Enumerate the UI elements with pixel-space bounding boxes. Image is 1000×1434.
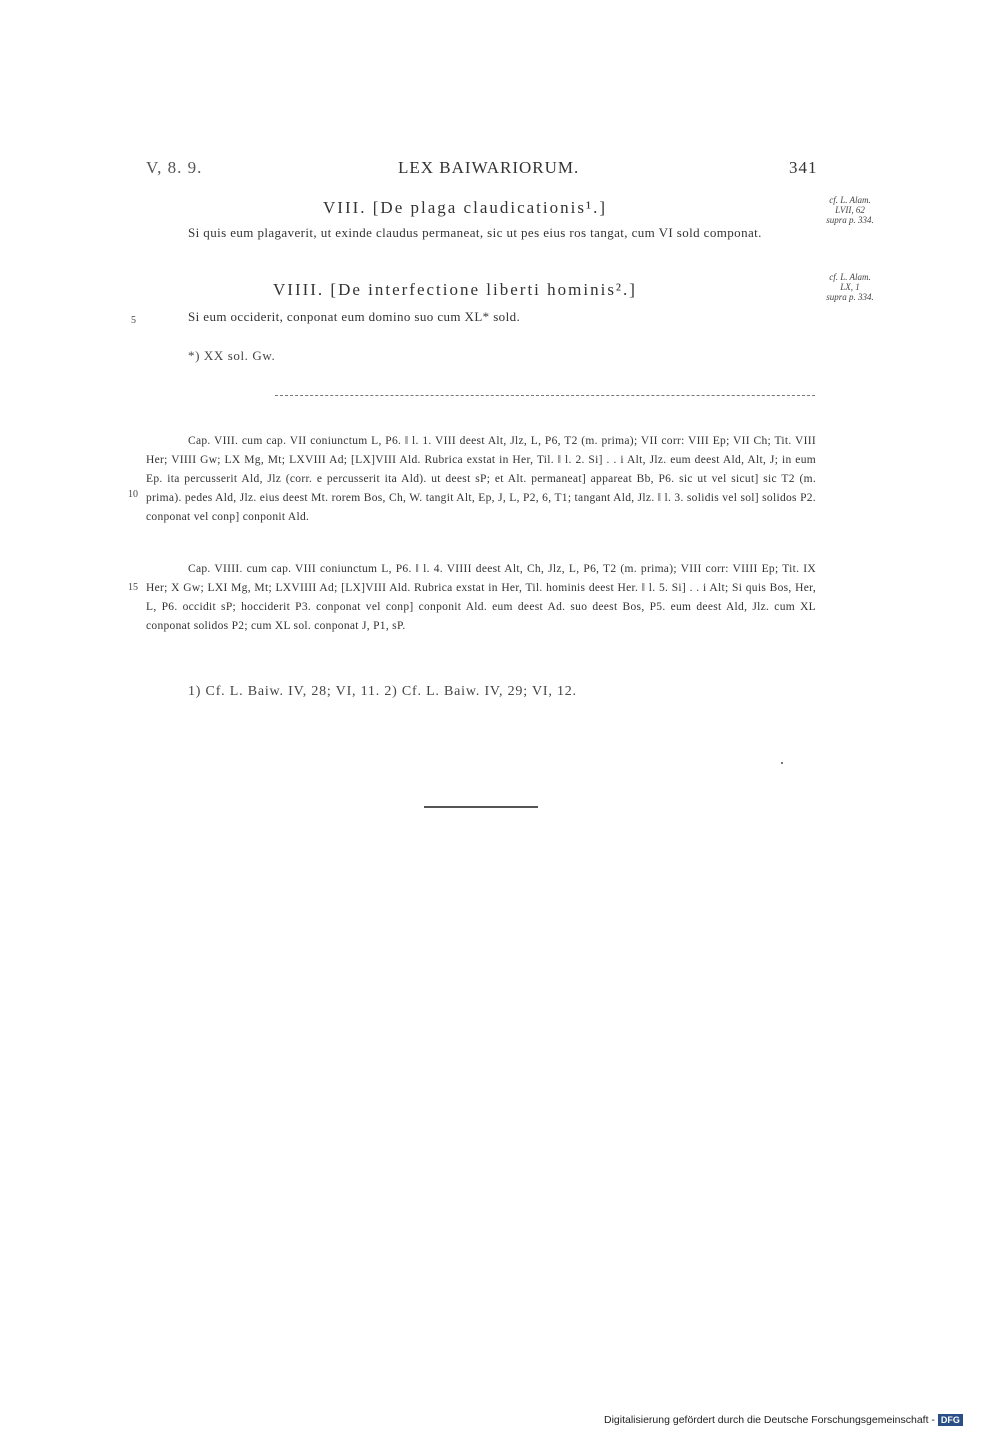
running-head-section: V, 8. 9. [146, 158, 203, 177]
footer-text: Digitalisierung gefördert durch die Deutsche Forschungsgemeinschaft - [604, 1414, 935, 1426]
end-rule [424, 806, 538, 808]
margin-ref-line: supra p. 334. [826, 215, 874, 225]
dashed-separator [275, 395, 815, 396]
margin-ref-line: LVII, 62 [835, 205, 865, 215]
stray-mark [781, 762, 783, 764]
line-number-10: 10 [128, 489, 138, 500]
apparatus-note-viiii: Cap. VIIII. cum cap. VIII coniunctum L, P6. ‖ l. 4. VIIII deest Alt, Ch, Jlz, L, P6, T2 (m. prima); VIII corr: VIIII Ep; Tit. IX Her; X Gw; LXI Mg, Mt; LXVIIII Ad; [LX]VIII Ald. Rubrica exstat in Her, Til. hominis deest Her. ‖ l. 5. Si] . . i Alt; Si quis Bos, Her, L, P6. occidit sP; hocciderit P3. conponat vel conp] conponit Ald. eum deest Ad. suo deest Bos, P5. eum deest Ald, Jlz. cum XL conponat solidos P2; cum XL sol. conponat J, P1, sP. [146, 563, 816, 632]
margin-reference-viii [810, 195, 890, 225]
page-number: 341 [789, 158, 818, 177]
margin-ref-line: LX, 1 [840, 282, 860, 292]
margin-ref-line: cf. L. Alam. [829, 272, 871, 282]
line-number-15: 15 [128, 582, 138, 593]
running-head-title: LEX BAIWARIORUM. [398, 158, 580, 177]
digitization-footer [604, 1414, 963, 1426]
margin-reference-viiii [810, 272, 890, 302]
section-heading-viii: VIII. [De plaga claudicationis¹.] [323, 198, 607, 217]
section-heading-viiii: VIIII. [De interfectione liberti hominis².] [273, 280, 637, 299]
section-text-viiii: Si eum occiderit, conponat eum domino suo cum XL* sold. [188, 309, 521, 324]
apparatus-note-viii: Cap. VIII. cum cap. VII coniunctum L, P6. ‖ l. 1. VIII deest Alt, Jlz, L, P6, T2 (m. prima); VII corr: VIII Ep; VII Ch; Tit. VIII Her; VIIII Gw; LX Mg, Mt; LXVIII Ad; [LX]VIII Ald. Rubrica exstat in Her, Til. ‖ l. 2. Si] . . i Alt, Jlz. eum deest Ald, Alt, J; in eum Ep. ita percusserit Ald, Jlz (corr. e percusserit ita Ald). ut deest sP; et Alt. permaneat] appareat Bb, P6. sic ut vel sicut] sic T2 (m. prima). pedes Ald, Jlz. eius deest Mt. rorem Bos, Ch, W. tangit Alt, Ep, J, L, P2, 6, T1; tangant Ald, Jlz. ‖ l. 3. solidis vel sol] solidos P2. conponat vel conp] conponit Ald. [146, 435, 816, 523]
dfg-logo-icon: DFG [938, 1414, 963, 1426]
variant-footnote: *) XX sol. Gw. [188, 348, 276, 363]
line-number-5: 5 [131, 315, 136, 326]
margin-ref-line: supra p. 334. [826, 292, 874, 302]
source-notes: 1) Cf. L. Baiw. IV, 28; VI, 11. 2) Cf. L. Baiw. IV, 29; VI, 12. [188, 684, 577, 699]
section-text-viii: Si quis eum plagaverit, ut exinde claudus permaneat, sic ut pes eius ros tangat, cum VI sold componat. [188, 225, 762, 240]
margin-ref-line: cf. L. Alam. [829, 195, 871, 205]
